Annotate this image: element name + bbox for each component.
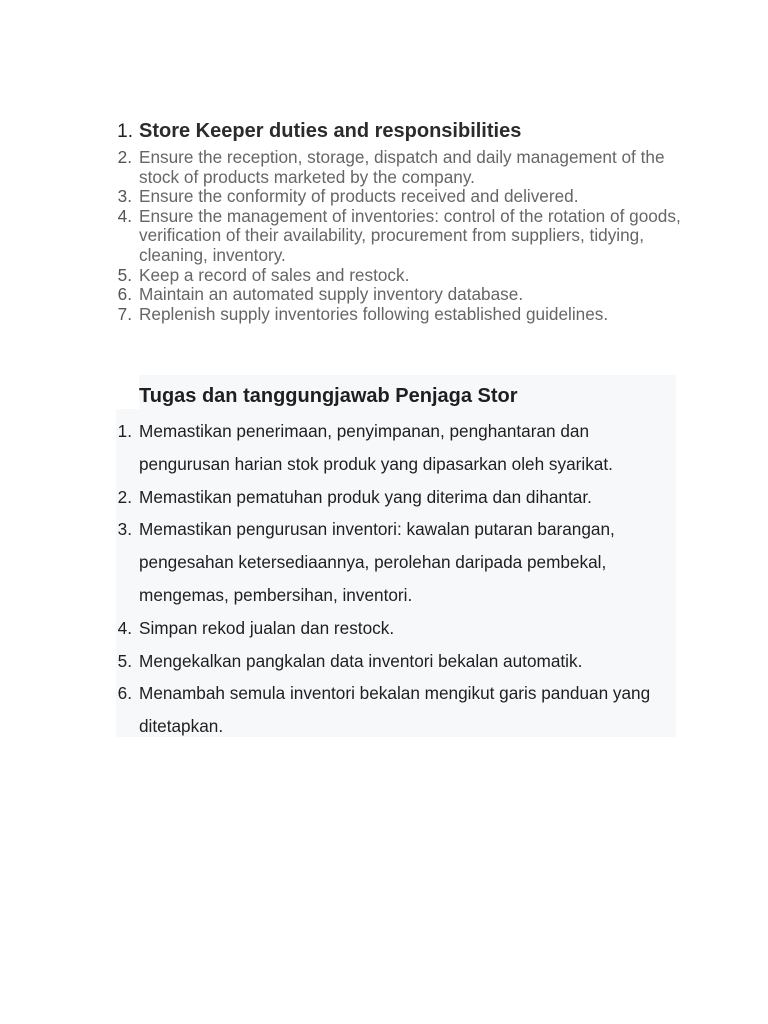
list-item-text: Keep a record of sales and restock. <box>139 264 410 285</box>
list-item <box>112 305 684 325</box>
list-item <box>116 612 661 645</box>
list-item-text: Memastikan pematuhan produk yang diterima dan dihantar. <box>139 486 592 507</box>
list-number: 3. <box>117 186 132 207</box>
list-number: 6. <box>117 683 132 704</box>
list-number: 4. <box>117 205 132 226</box>
list-number: 6. <box>117 284 132 305</box>
list-item-heading <box>112 119 684 144</box>
list-item-text: Ensure the reception, storage, dispatch and daily management of the stock of products marketed by the company. <box>139 147 665 187</box>
list-item-text: Mengekalkan pangkalan data inventori bekalan automatik. <box>139 650 583 671</box>
list-item <box>116 513 661 611</box>
section-heading-malay: Tugas dan tanggungjawab Penjaga Stor <box>139 385 518 407</box>
list-number: 5. <box>117 650 132 671</box>
list-item <box>112 187 684 207</box>
list-number: 2. <box>117 486 132 507</box>
list-number: 4. <box>117 617 132 638</box>
list-item-text: Simpan rekod jualan dan restock. <box>139 617 395 638</box>
list-number: 7. <box>117 303 132 324</box>
list-number: 2. <box>117 147 132 167</box>
list-item-text: Maintain an automated supply inventory database. <box>139 284 524 305</box>
list-item-text: Ensure the conformity of products received and delivered. <box>139 186 579 207</box>
section-heading-english: Store Keeper duties and responsibilities <box>139 120 522 142</box>
list-item-text: Replenish supply inventories following established guidelines. <box>139 303 609 324</box>
list-item <box>112 207 684 266</box>
list-item-text: Memastikan penerimaan, penyimpanan, penghantaran dan pengurusan harian stok produk yang dipasarkan oleh syarikat. <box>139 421 613 474</box>
list-item-text: Memastikan pengurusan inventori: kawalan putaran barangan, pengesahan ketersediaannya, perolehan daripada pembekal, mengemas, pembersihan, inventori. <box>139 519 615 605</box>
malay-duties-list <box>116 415 661 743</box>
list-number: 1. <box>117 421 132 441</box>
list-item <box>112 285 684 305</box>
list-item-text: Ensure the management of inventories: control of the rotation of goods, verification of their availability, procurement from suppliers, tidying, cleaning, inventory. <box>139 205 681 265</box>
list-number: 5. <box>117 264 132 285</box>
list-number: 3. <box>117 519 132 540</box>
list-item-text: Menambah semula inventori bekalan mengikut garis panduan yang ditetapkan. <box>139 683 651 737</box>
list-item <box>112 266 684 286</box>
list-item <box>112 148 684 187</box>
malay-section <box>116 375 676 737</box>
list-number: 1. <box>117 121 133 142</box>
list-item <box>116 415 661 481</box>
english-duties-list <box>112 119 684 324</box>
list-item <box>116 677 661 743</box>
list-item <box>116 481 661 514</box>
list-item <box>116 645 661 678</box>
